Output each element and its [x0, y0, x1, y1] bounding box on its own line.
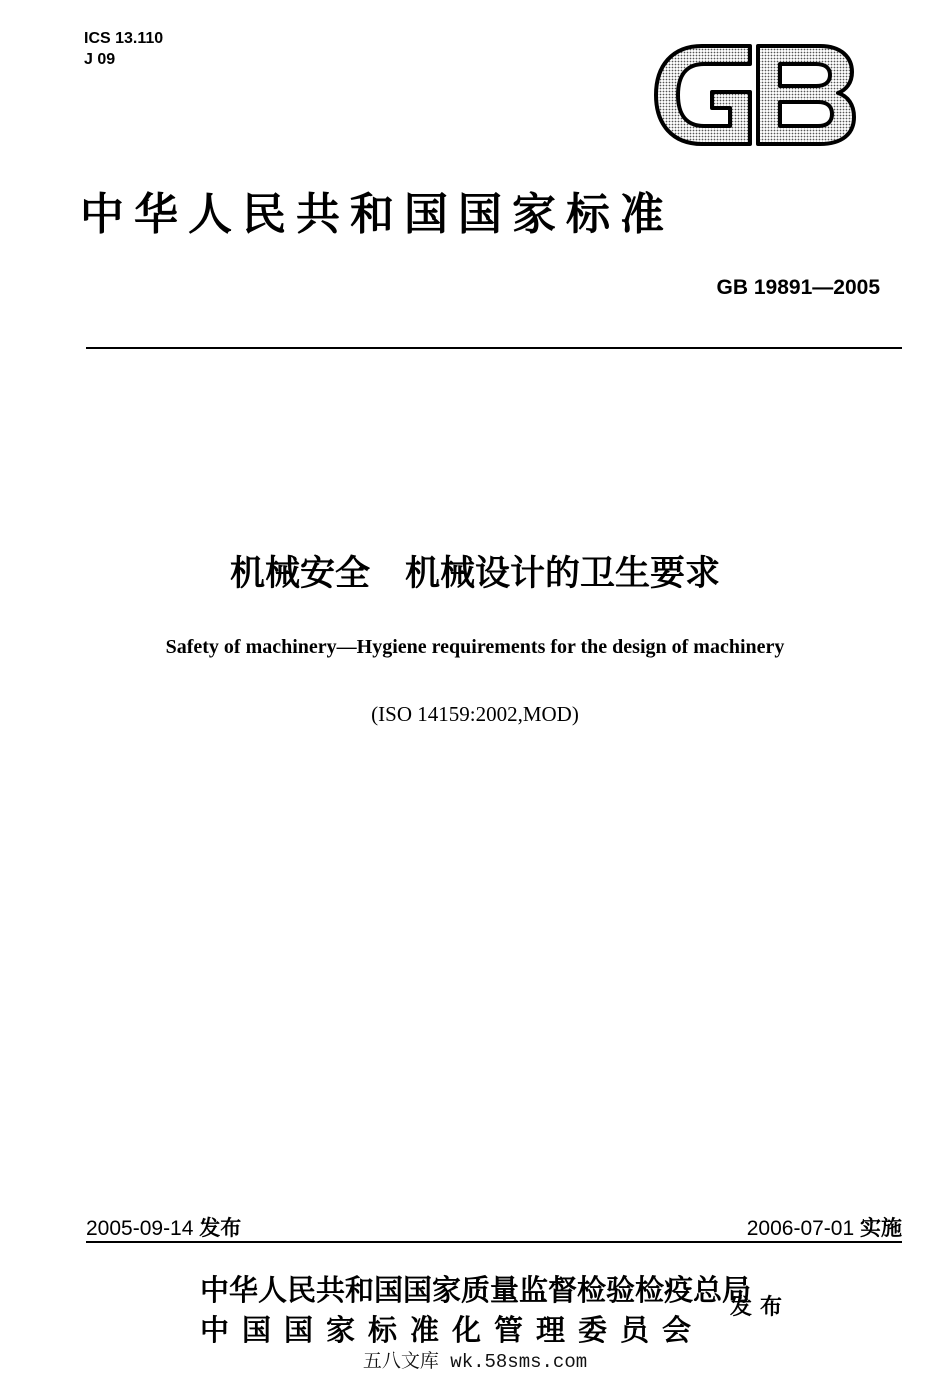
issuing-authorities	[200, 1270, 751, 1350]
issue-word: 发布	[730, 1294, 791, 1320]
document-title-en: Safety of machinery—Hygiene requirements for the design of machinery	[165, 636, 785, 658]
gb-logo-text: GB	[754, 102, 756, 103]
iso-reference: (ISO 14159:2002,MOD)	[371, 702, 579, 726]
watermark	[0, 1346, 950, 1373]
top-divider	[86, 347, 902, 349]
ccs-code: J 09	[84, 51, 116, 68]
issuer-aqsiq: 中华人民共和国国家质量监督检验检疫总局	[200, 1273, 752, 1307]
document-title-cn: 机械安全 机械设计的卫生要求	[229, 554, 720, 594]
issuer-sac: 中国国家标准化管理委员会	[200, 1313, 705, 1347]
issue-label: 发布	[199, 1216, 242, 1240]
watermark-cn: 五八文库	[362, 1350, 439, 1372]
issue-date: 2005-09-14	[86, 1217, 194, 1240]
implement-date: 2006-07-01	[746, 1217, 855, 1240]
page-title: 中华人民共和国国家标准	[80, 189, 674, 240]
ics-code: ICS 13.110	[84, 30, 164, 47]
issue-date-block	[86, 1212, 241, 1242]
watermark-url: wk.58sms.com	[450, 1351, 588, 1373]
implement-date-block	[747, 1212, 902, 1242]
implement-label: 实施	[860, 1216, 902, 1240]
standard-number: GB 19891—2005	[716, 276, 880, 299]
bottom-divider	[86, 1241, 902, 1243]
classification-codes	[84, 28, 163, 70]
gb-logo	[650, 42, 858, 148]
